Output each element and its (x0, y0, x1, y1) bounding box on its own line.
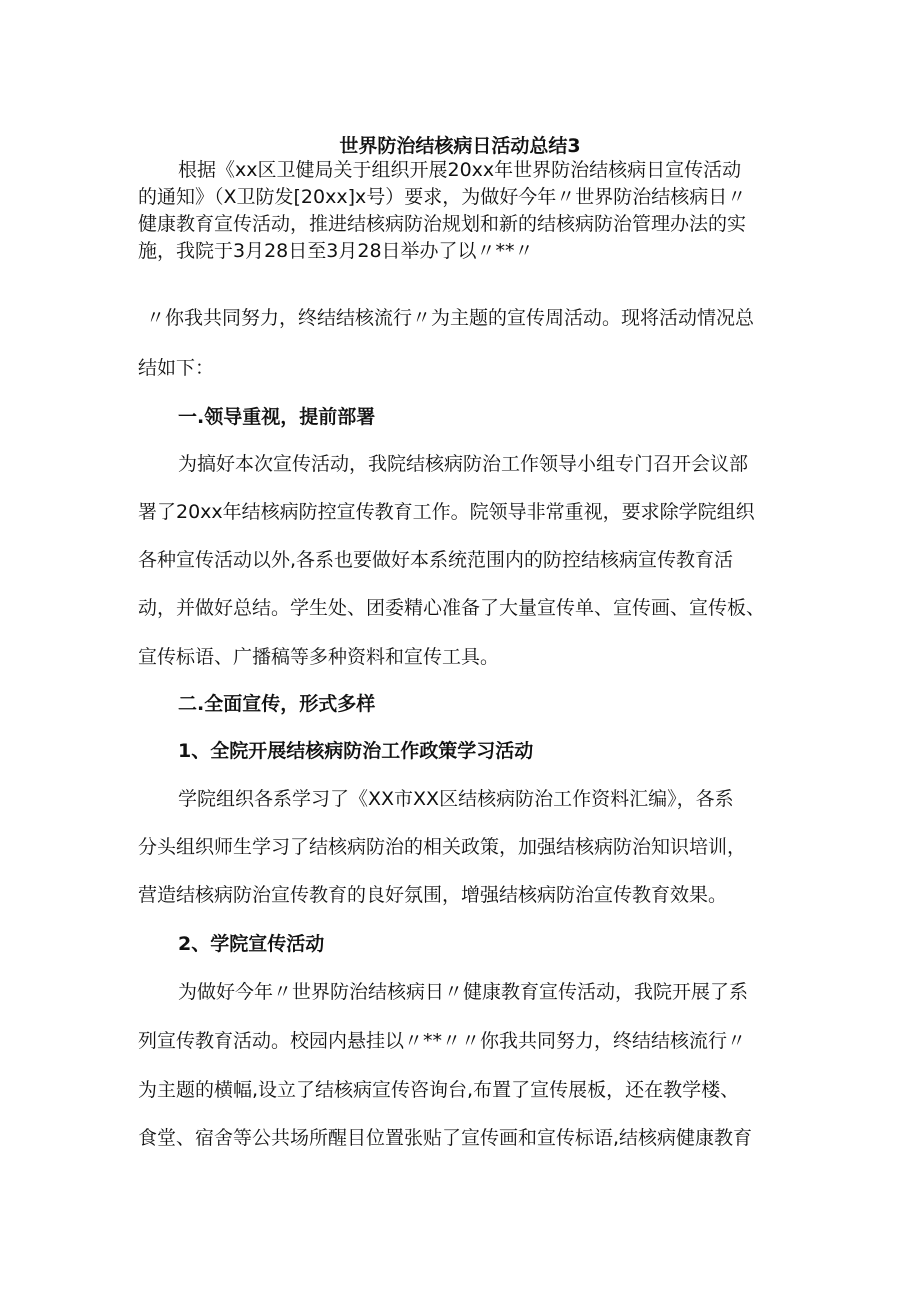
intro-line: 结如下： (138, 357, 215, 379)
paragraph-line: 分头组织师生学习了结核病防治的相关政策，加强结核病防治知识培训， (138, 836, 747, 858)
paragraph-line: 动，并做好总结。学生处、团委精心准备了大量宣传单、宣传画、宣传板、 (138, 597, 766, 619)
intro-line: 的通知》（X卫防发[20xx]x号）要求，为做好今年〃世界防治结核病日〃 (138, 186, 747, 208)
document-title: 世界防治结核病日活动总结3 (339, 135, 581, 157)
paragraph-line: 为搞好本次宣传活动，我院结核病防治工作领导小组专门召开会议部 (178, 453, 749, 475)
paragraph-line: 食堂、宿舍等公共场所醒目位置张贴了宣传画和宣传标语,结核病健康教育 (138, 1127, 753, 1149)
paragraph-line: 营造结核病防治宣传教育的良好氛围，增强结核病防治宣传教育效果。 (138, 884, 728, 906)
paragraph-line: 署了20xx年结核病防控宣传教育工作。院领导非常重视，要求除学院组织 (138, 501, 755, 523)
subsection-heading: 2、学院宣传活动 (178, 933, 325, 955)
intro-line: 健康教育宣传活动，推进结核病防治规划和新的结核病防治管理办法的实 (138, 213, 747, 235)
paragraph-line: 宣传标语、广播稿等多种资料和宣传工具。 (138, 646, 500, 668)
paragraph-line: 列宣传教育活动。校园内悬挂以〃**〃〃你我共同努力，终结结核流行〃 (138, 1030, 747, 1052)
paragraph-line: 各种宣传活动以外,各系也要做好本系统范围内的防控结核病宣传教育活 (138, 549, 734, 571)
section-heading: 二.全面宣传，形式多样 (178, 693, 376, 715)
section-heading: 一.领导重视，提前部署 (178, 406, 376, 428)
intro-line: 施，我院于3月28日至3月28日举办了以〃**〃 (138, 240, 534, 262)
intro-line: 根据《xx区卫健局关于组织开展20xx年世界防治结核病日宣传活动 (178, 159, 742, 181)
paragraph-line: 为做好今年〃世界防治结核病日〃健康教育宣传活动，我院开展了系 (178, 981, 749, 1003)
intro-line: 〃你我共同努力，终结结核流行〃为主题的宣传周活动。现将活动情况总 (146, 307, 755, 329)
paragraph-line: 学院组织各系学习了《XX市XX区结核病防治工作资料汇编》，各系 (178, 788, 734, 810)
paragraph-line: 为主题的横幅,设立了结核病宣传咨询台,布置了宣传展板，还在教学楼、 (138, 1079, 740, 1101)
subsection-heading: 1、全院开展结核病防治工作政策学习活动 (178, 740, 534, 762)
